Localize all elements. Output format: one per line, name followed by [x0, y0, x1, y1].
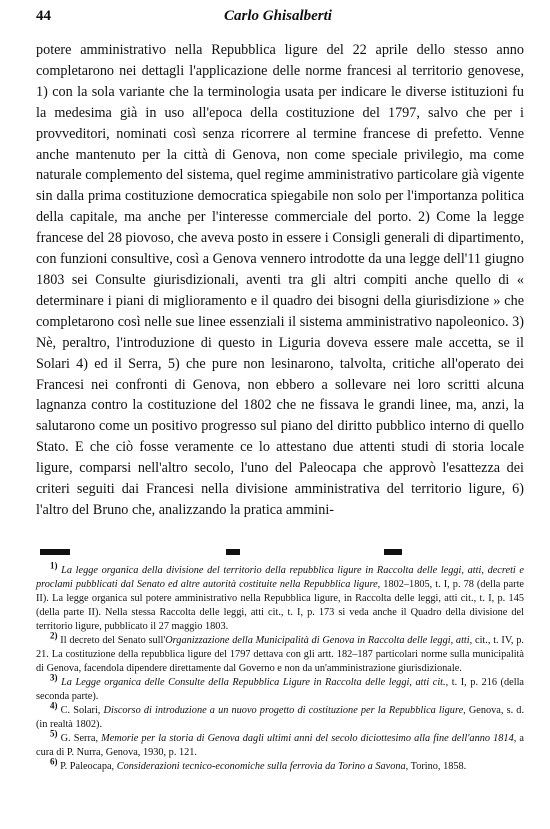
footnote-title: Discorso di introduzione a un nuovo progetto di costituzione per la Repubblica ligure,: [103, 705, 466, 716]
footnote-number: 1): [50, 560, 58, 571]
footnote-text: a cura di P. Nurra, Genova, 1930, p. 121.: [36, 733, 524, 758]
footnote: [36, 700, 525, 732]
footnotes: [36, 560, 525, 774]
footnote-text: G. Serra,: [60, 733, 102, 744]
footnote-title: Organizzazione della Municipalità di Genova in Raccolta delle leggi, atti,: [165, 635, 473, 646]
page-header: [36, 8, 520, 30]
footnote-number: 3): [50, 672, 58, 683]
footnote: [36, 672, 525, 704]
footnote: [36, 560, 525, 634]
footnote: [36, 756, 524, 774]
separator-mark: [40, 549, 70, 555]
footnote-number: 4): [50, 700, 58, 711]
footnote-text: Torino, 1858.: [408, 761, 467, 772]
footnote-text: Il decreto del Senato sull': [60, 635, 166, 646]
footnote-text: cit., t. IV, p. 21. La costituzione della repubblica ligure del 1797 dettava con gli artt. 182–187 particolari norme sulla municipalità di Genova, facendola dipendere direttamente dal Governo e non da un'amministrazione giurisdizionale.: [36, 635, 524, 674]
footnote-title: La Legge organica delle Consulte della Repubblica Ligure in Raccolta delle leggi, atti cit.,: [61, 677, 449, 688]
footnote-separator: [36, 549, 524, 561]
separator-mark: [384, 549, 402, 555]
footnote-number: 2): [50, 630, 58, 641]
footnote-title: La legge organica della divisione del territorio della repubblica ligure in Raccolta delle leggi, atti, decreti e proclami pubblicati dal Senato ed altre autorità costituite nella Repubblica ligure,: [36, 565, 525, 590]
footnote: [36, 630, 524, 676]
footnote-text: t. I, p. 216 (della seconda parte).: [36, 677, 525, 702]
body-text: [36, 40, 524, 521]
footnote-title: Memorie per la storia di Genova dagli ultimi anni del secolo diciottesimo alla fine dell'anno 1814,: [101, 733, 517, 744]
footnote-number: 5): [50, 728, 58, 739]
footnote-text: 1802–1805, t. I, p. 78 (della parte II). La legge organica sul potere amministrativo nella Repubblica ligure, in Raccolta delle leggi, atti cit., t. I, p. 145 (della parte II). Nella stessa Raccolta delle leggi, atti cit., t. I, p. 173 si veda anche il Quadro della divisione del territorio ligure, pubblicato il 27 maggio 1803.: [36, 579, 525, 632]
footnote-text: C. Solari,: [60, 705, 104, 716]
body-paragraph: potere amministrativo nella Repubblica ligure del 22 aprile dello stesso anno completarono nei dettagli l'applicazione delle norme francesi al territorio genovese, 1) con la sola variante che la terminologia usata per indicare le diverse istituzioni fu la medesima già in uso all'epoca della costituzione del 1797, salvo che per i provveditori, nominati così senza ricorrere al termine francese di prefetto. Venne anche mantenuto per la città di Genova, non come speciale privilegio, ma come naturale complemento del sistema, quel regime amministrativo particolare già vigente sin dalla prima costituzione democratica spiegabile non solo per l'importanza politica della capitale, ma anche per l'interesse commerciale del porto. 2) Come la legge francese del 28 piovoso, che aveva posto in essere i Consigli generali di dipartimento, con funzioni consultive, così a Genova vennero introdotte da una legge dell'11 giugno 1803 sei Consulte giurisdizionali, aventi tra gli altri compiti anche quello di « determinare i piani di miglioramento e il quadro dei bisogni della giurisdizione » che completarono così nelle sue linee essenziali il sistema amministrativo napoleonico. 3) Nè, peraltro, l'introduzione di questo in Liguria doveva essere male accetta, se il Solari 4) ed il Serra, 5) che pure non lesinarono, talvolta, critiche all'operato dei Francesi nei confronti di Genova, non ebbero a sollevare nei loro scritti alcuna lagnanza contro la costituzione del 1802 che ne fissava le grandi linee, ma, anzi, la salutarono come un positivo progresso sul piano del diritto pubblico interno di quello Stato. E che ciò fosse veramente ce lo attestano due attenti studi di storia locale ligure, comparsi nell'altro secolo, l'uno del Paleocapa che approvò l'esattezza dei criteri seguiti dai Francesi nella divisione amministrativa del territorio ligure, 6) l'altro del Bruno che, analizzando la pratica ammini-: [36, 42, 524, 518]
footnote: [36, 728, 524, 760]
footnote-text: P. Paleocapa,: [60, 761, 117, 772]
footnote-text: Genova, s. d. (in realtà 1802).: [36, 705, 525, 730]
page-number: 44: [36, 8, 51, 24]
separator-mark: [226, 549, 240, 555]
footnote-number: 6): [50, 756, 58, 767]
running-title: Carlo Ghisalberti: [224, 8, 332, 24]
footnote-title: Considerazioni tecnico-economiche sulla ferrovia da Torino a Savona,: [116, 761, 409, 772]
